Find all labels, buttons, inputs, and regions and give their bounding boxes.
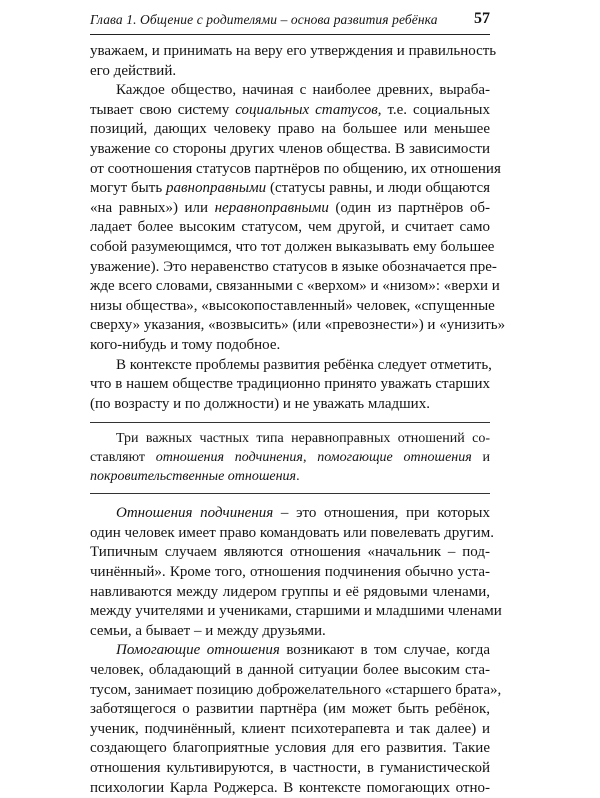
text-line: ладает более высоким статусом, чем другой, и считает само (90, 219, 490, 236)
running-title: Глава 1. Общение с родителями – основа развития ребёнка (90, 12, 438, 27)
text-line: низы общества», «высокопоставленный» человек, «спущенные (90, 297, 495, 314)
text-run: (статусы равны, и люди общаются (266, 180, 491, 197)
running-header (90, 8, 490, 35)
term-patronizing: покровительственные отношения (90, 469, 297, 485)
text-line: человек, обладающий в данной ситуации более высоким ста- (90, 662, 490, 679)
text-line: отношения культивируются, в частности, в гуманистической (90, 760, 490, 776)
paragraph-3 (90, 356, 490, 415)
paragraph-4 (90, 504, 502, 641)
text-line: чинённый». Кроме того, отношения подчинения обычно уста- (90, 564, 490, 581)
text-run: тывает свою систему (90, 101, 236, 118)
term-helping-relations: Помогающие отношения (116, 642, 280, 659)
text-line (90, 101, 490, 121)
text-run: , т.е. социальных (377, 101, 490, 118)
text-line: психологии Карла Роджерса. В контексте помогающих отно- (90, 779, 490, 796)
text-line: семьи, а бывает – и между друзьями. (90, 622, 326, 639)
text-line: жде всего словами, связанными с «верхом» и «низом»: «верхи и (90, 278, 500, 295)
term-social-statuses: социальных статусов (235, 101, 378, 118)
text-run: . (296, 469, 300, 485)
text-line: уважение со стороны других членов общества. В зависимости (90, 140, 490, 157)
page-body (90, 42, 506, 798)
text-line: собой разумеющимся, что тот должен выказывать ему большее (90, 238, 495, 255)
text-line: (по возрасту и по должности) и не уважать младших. (90, 395, 430, 412)
text-line: от соотношения статусов партнёров по общению, их отношения (90, 160, 501, 177)
text-line: между учителями и учениками, старшими и младшими членами (90, 603, 502, 620)
text-run: ставляют (90, 450, 156, 466)
term-unequal: неравноправными (214, 199, 329, 216)
text-line: Три важных частных типа неравноправных отношений со- (116, 431, 490, 447)
text-line: Типичным случаем являются отношения «начальник – под- (90, 544, 490, 561)
highlight-box (90, 422, 490, 494)
text-line: сверху» указания, «возвысить» (или «превознести») и «унизить» (90, 317, 506, 334)
text-run: , (302, 450, 318, 466)
text-line: что в нашем обществе традиционно принято уважать старших (90, 376, 490, 393)
text-line: навливаются между лидером группы и её рядовыми членами, (90, 583, 490, 600)
text-line: тусом, занимает позицию доброжелательного «старшего брата», (90, 681, 502, 698)
page-number: 57 (474, 10, 490, 27)
paragraph-1 (90, 42, 497, 81)
text-line: В контексте проблемы развития ребёнка следует отметить, (116, 356, 492, 373)
text-line: уважение). Это неравенство статусов в языке обозначается пре- (90, 258, 497, 275)
text-line: его действий. (90, 62, 177, 79)
text-line (90, 504, 490, 524)
text-run: – это отношения, при которых (273, 505, 490, 522)
text-line: заботящегося о развитии партнёра (им может быть ребёнок, (90, 701, 490, 718)
paragraph-5 (90, 641, 502, 798)
term-helping: помогающие отношения (317, 450, 472, 466)
text-line: уважаем, и принимать на веру его утверждения и правильность (90, 43, 497, 59)
text-line (90, 179, 490, 199)
text-line: один человек имеет право командовать или повелевать другим. (90, 524, 494, 541)
text-line: позиций, дающих человеку право на большее или меньшее (90, 121, 490, 138)
text-line: кого-нибудь и тому подобное. (90, 336, 281, 353)
term-subordination-relations: Отношения подчинения (116, 505, 274, 522)
text-run: (один из партнёров об- (328, 199, 491, 216)
term-equal: равноправными (166, 180, 267, 197)
text-run: могут быть (90, 180, 167, 197)
text-run: и (471, 450, 491, 466)
text-line (90, 448, 490, 467)
text-line: создающего благоприятные условия для его развития. Такие (90, 740, 490, 757)
text-line (90, 467, 490, 486)
text-line: Каждое общество, начиная с наиболее древних, выраба- (116, 82, 490, 99)
text-run: «на равных») или (90, 199, 215, 216)
text-line (90, 199, 490, 219)
text-line (90, 641, 490, 661)
text-line: ученик, подчинённый, клиент психотерапевта и так далее) и (90, 720, 490, 737)
text-run: возникают в том случае, когда (279, 642, 490, 659)
paragraph-2 (90, 81, 506, 355)
term-subordination: отношения подчинения (155, 450, 303, 466)
